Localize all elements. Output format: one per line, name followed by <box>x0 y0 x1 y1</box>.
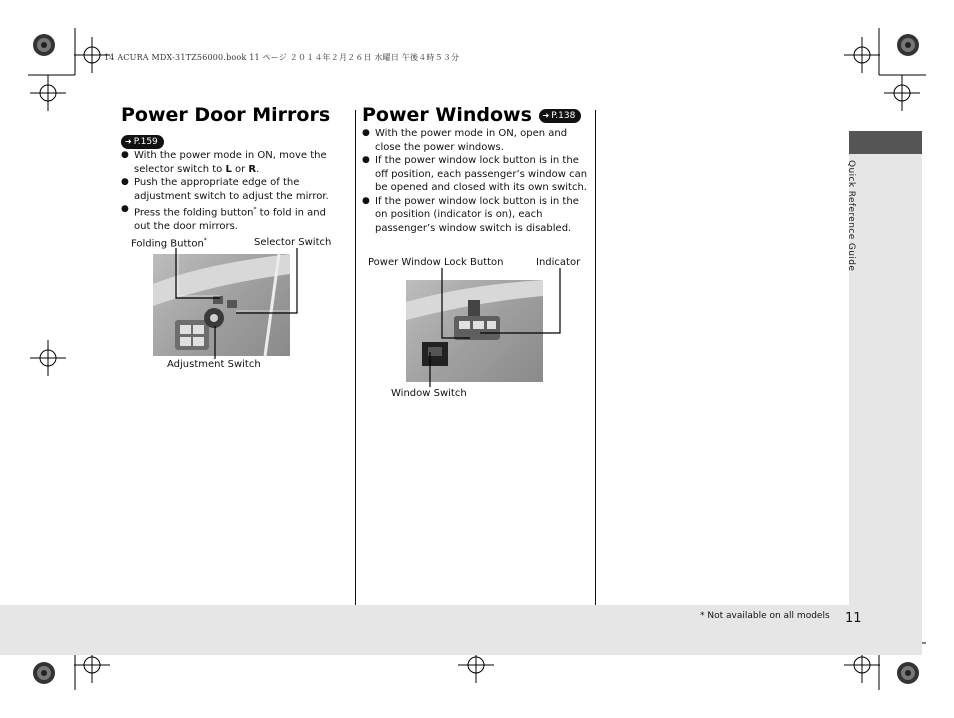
windows-page-ref[interactable]: ➜ P.138 <box>539 109 582 123</box>
registration-mark <box>884 75 920 111</box>
print-file-header: 14 ACURA MDX-31TZ56000.book 11 ページ ２０１４年２月２６日 水曜日 午後４時５３分 <box>104 53 460 62</box>
page-number: 11 <box>845 611 862 626</box>
star-target <box>33 34 55 56</box>
footnote: * Not available on all models <box>700 611 830 621</box>
list-item: ● With the power mode in ON, open and close the power windows. <box>362 127 588 154</box>
sidebar-label: Quick Reference Guide <box>846 160 856 272</box>
list-item: ● Push the appropriate edge of the adjustment switch to adjust the mirror. <box>121 176 341 203</box>
registration-mark <box>844 37 880 73</box>
label-folding-button: Folding Button* <box>131 237 207 250</box>
window-switch-illustration <box>406 280 543 382</box>
label-power-window-lock-button: Power Window Lock Button <box>368 257 504 268</box>
list-item: ● If the power window lock button is in the on position (indicator is on), each passenger’s window switch is disabled. <box>362 195 588 236</box>
star-target <box>897 662 919 684</box>
registration-mark <box>30 75 66 111</box>
list-item: ● If the power window lock button is in the off position, each passenger’s window can be opened and closed with its own switch. <box>362 154 588 195</box>
mirrors-instructions <box>121 149 341 233</box>
label-adjustment-switch: Adjustment Switch <box>167 359 261 370</box>
list-item: ● Press the folding button* to fold in and out the door mirrors. <box>121 203 341 233</box>
window-controls-photo <box>406 280 543 382</box>
sidebar-tab-marker <box>849 131 922 154</box>
windows-heading: Power Windows ➜ P.138 <box>362 104 581 126</box>
column-divider <box>595 110 596 605</box>
arrow-right-icon: ➜ <box>542 110 550 120</box>
label-indicator: Indicator <box>536 257 581 268</box>
mirrors-heading: Power Door Mirrors <box>121 104 331 126</box>
mirrors-page-ref[interactable]: ➜ P.159 <box>121 131 164 150</box>
quick-reference-sidebar <box>849 131 922 605</box>
star-target <box>33 662 55 684</box>
arrow-right-icon: ➜ <box>125 136 132 146</box>
mirror-controls-photo <box>153 254 290 356</box>
column-divider <box>355 110 356 605</box>
registration-mark <box>30 340 66 376</box>
windows-instructions <box>362 127 588 235</box>
mirror-switch-illustration <box>153 254 290 356</box>
star-target <box>897 34 919 56</box>
label-window-switch: Window Switch <box>391 388 467 399</box>
label-selector-switch: Selector Switch <box>254 237 332 248</box>
list-item: ● With the power mode in ON, move the selector switch to L or R. <box>121 149 341 176</box>
